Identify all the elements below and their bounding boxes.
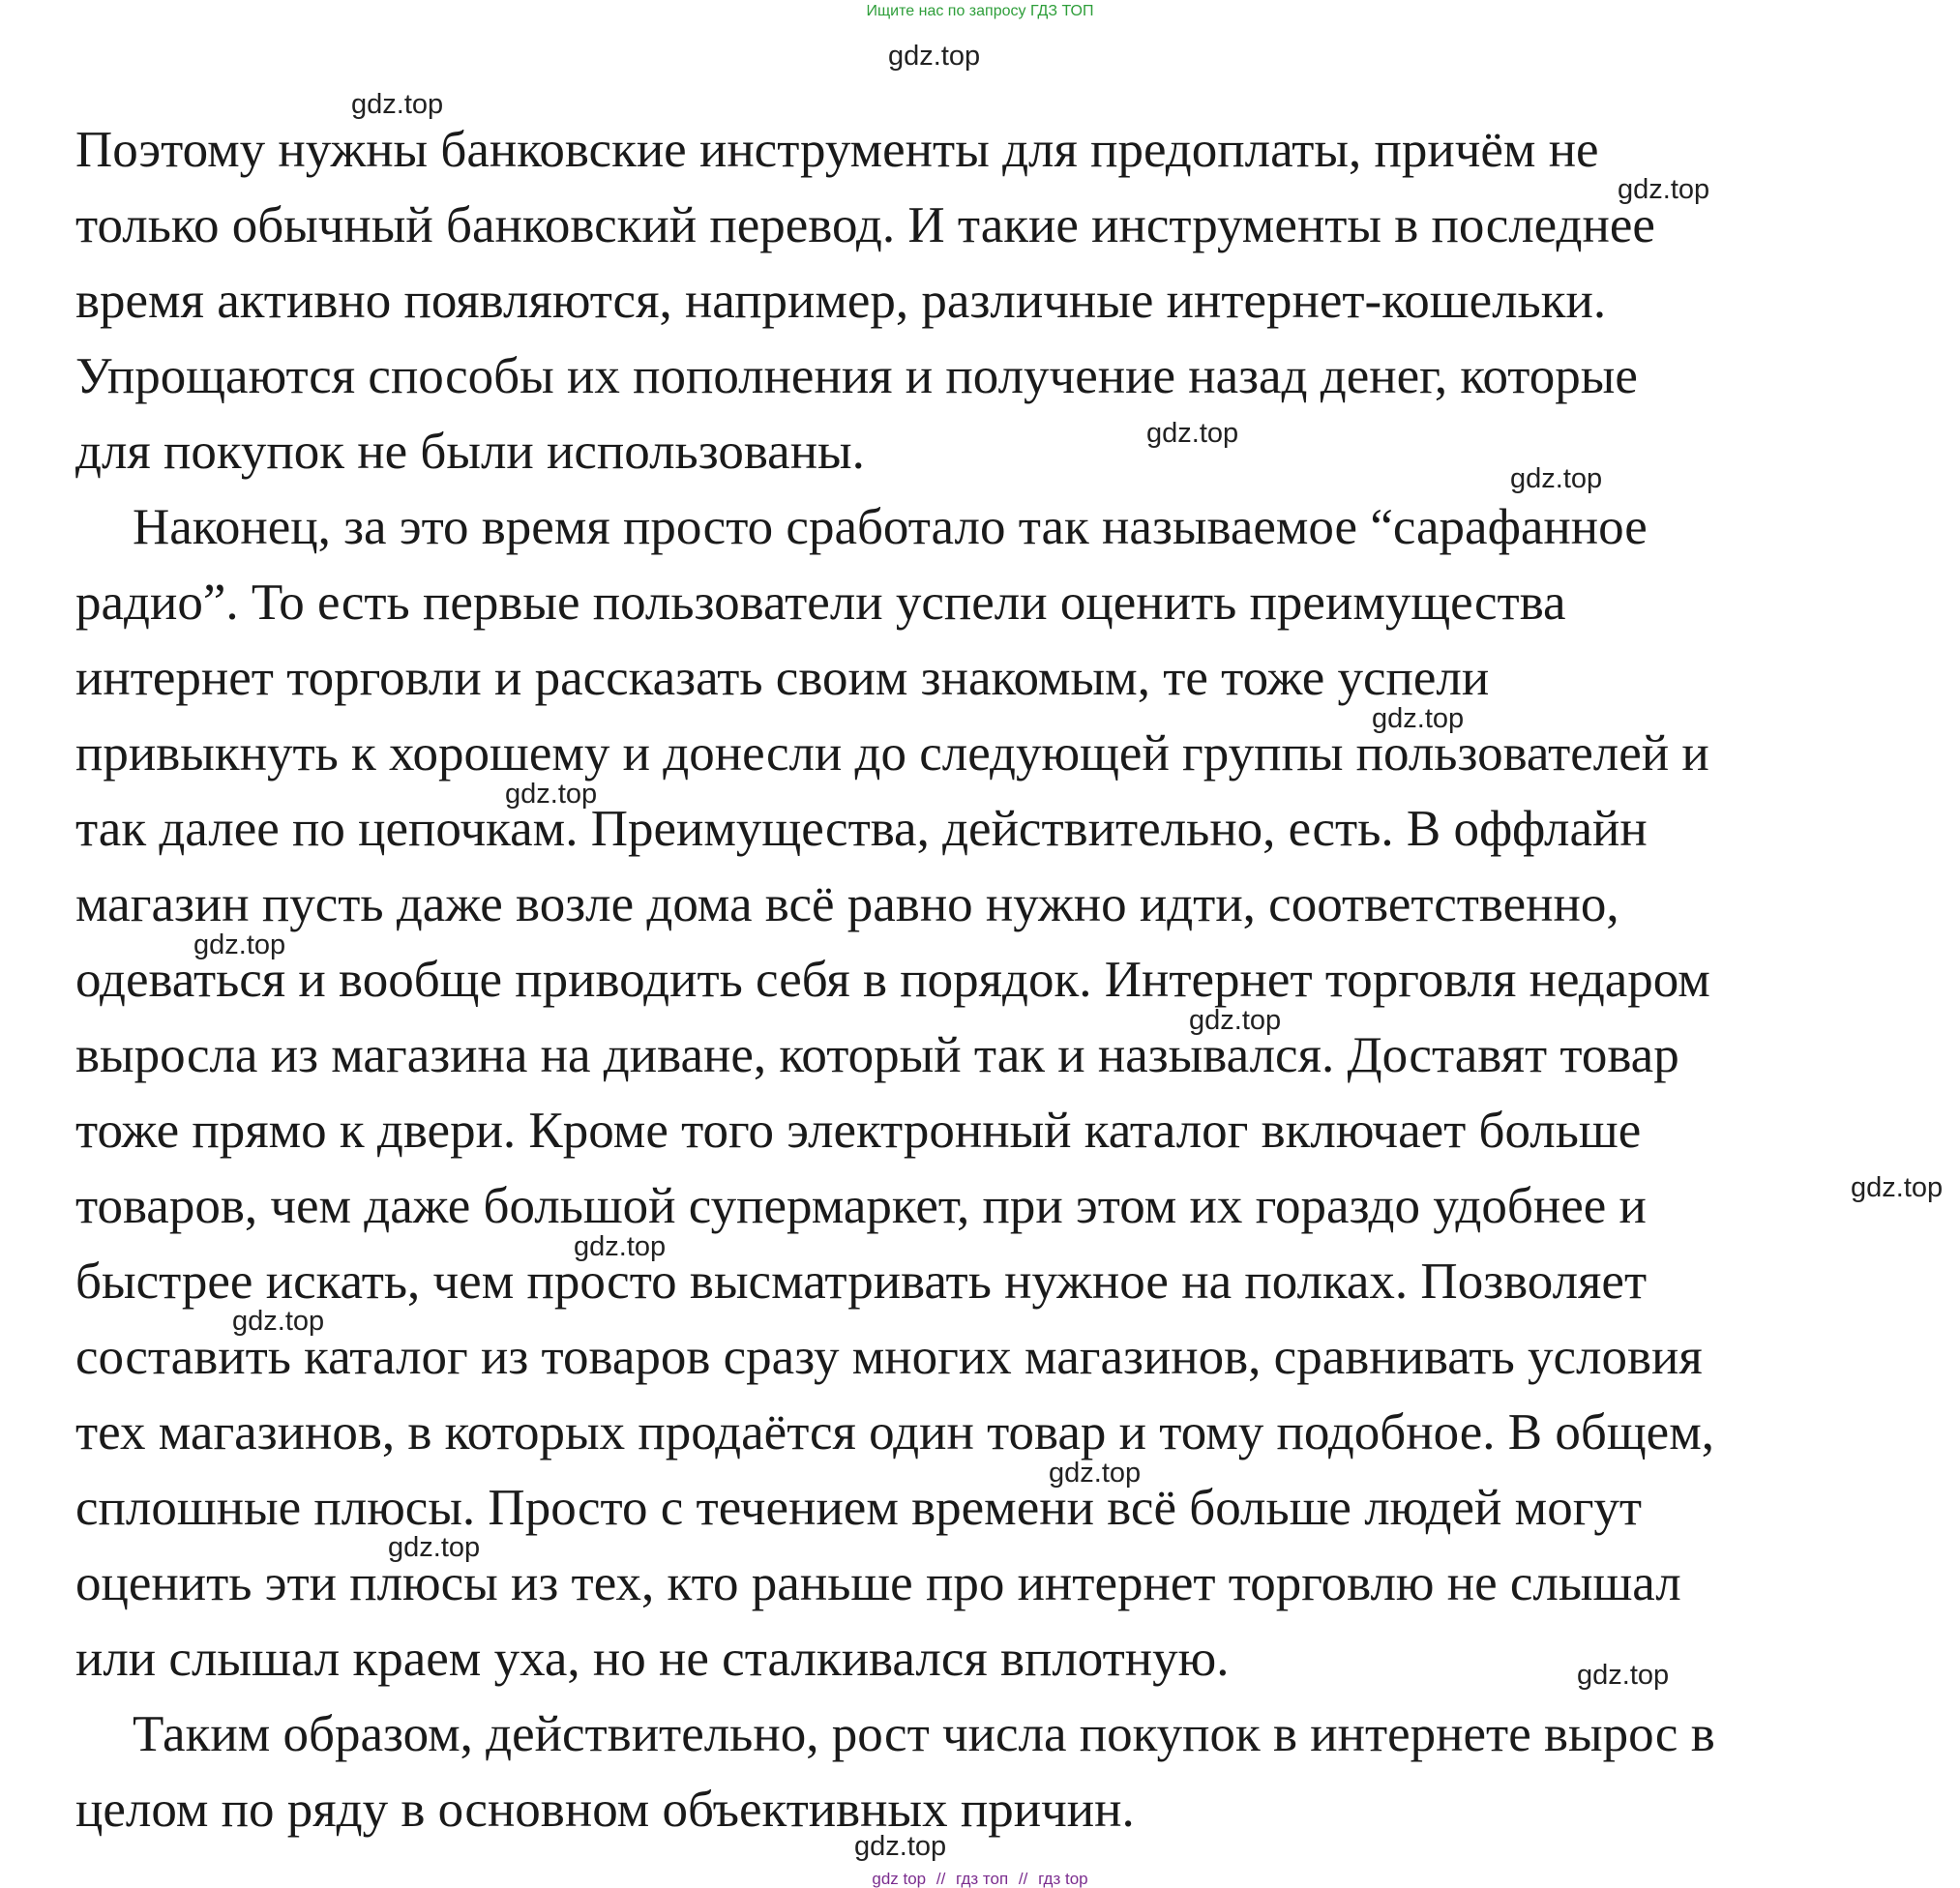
text-line: тех магазинов, в которых продаётся один товар и тому подобное. В общем,	[75, 1404, 1714, 1460]
watermark: gdz.top	[193, 929, 286, 960]
watermark: gdz.top	[1851, 1172, 1944, 1203]
footer-separator: //	[1018, 1870, 1028, 1888]
text-line: тоже прямо к двери. Кроме того электронный каталог включает больше	[75, 1103, 1642, 1159]
search-note: Ищите нас по запросу ГДЗ ТОП	[866, 3, 1094, 19]
text-line: сплошные плюсы. Просто с течением времени всё больше людей могут	[75, 1480, 1643, 1536]
watermark: gdz.top	[232, 1306, 325, 1337]
watermark: gdz.top	[1372, 703, 1465, 734]
text-line: для покупок не были использованы.	[75, 424, 865, 480]
watermark: gdz.top	[888, 41, 981, 72]
text-line: одеваться и вообще приводить себя в порядок. Интернет торговля недаром	[75, 952, 1710, 1008]
watermark: gdz.top	[1146, 418, 1239, 449]
footer-link[interactable]: гдз топ	[956, 1870, 1009, 1888]
watermark: gdz.top	[1189, 1005, 1282, 1036]
text-line: Наконец, за это время просто сработало так называемое “сарафанное	[133, 499, 1648, 555]
footer-link[interactable]: гдз top	[1038, 1870, 1088, 1888]
footer-links	[0, 1871, 1960, 1888]
text-line: время активно появляются, например, различные интернет-кошельки.	[75, 273, 1607, 329]
text-line: радио”. То есть первые пользователи успели оценить преимущества	[75, 575, 1566, 631]
text-line: или слышал краем уха, но не сталкивался вплотную.	[75, 1631, 1230, 1687]
footer-link[interactable]: gdz top	[872, 1870, 927, 1888]
text-line: товаров, чем даже большой супермаркет, при этом их гораздо удобнее и	[75, 1178, 1647, 1234]
watermark: gdz.top	[1577, 1660, 1670, 1691]
text-line: составить каталог из товаров сразу многих магазинов, сравнивать условия	[75, 1329, 1703, 1385]
watermark: gdz.top	[351, 89, 444, 120]
text-line: быстрее искать, чем просто высматривать нужное на полках. Позволяет	[75, 1254, 1648, 1310]
watermark: gdz.top	[1510, 463, 1603, 494]
text-line: привыкнуть к хорошему и донесли до следующей группы пользователей и	[75, 725, 1709, 782]
watermark: gdz.top	[574, 1231, 667, 1262]
text-line: Упрощаются способы их пополнения и получение назад денег, которые	[75, 348, 1638, 404]
watermark: gdz.top	[854, 1831, 947, 1862]
text-line: магазин пусть даже возле дома всё равно нужно идти, соответственно,	[75, 876, 1619, 932]
text-line: Таким образом, действительно, рост числа покупок в интернете вырос в	[133, 1706, 1715, 1762]
text-line: только обычный банковский перевод. И такие инструменты в последнее	[75, 197, 1655, 253]
text-line: оценить эти плюсы из тех, кто раньше про интернет торговлю не слышал	[75, 1555, 1681, 1611]
footer-separator: //	[935, 1870, 946, 1888]
watermark: gdz.top	[388, 1532, 481, 1563]
text-line: так далее по цепочкам. Преимущества, действительно, есть. В оффлайн	[75, 801, 1648, 857]
text-line: выросла из магазина на диване, который так и назывался. Доставят товар	[75, 1027, 1679, 1083]
watermark: gdz.top	[505, 779, 598, 810]
text-line: целом по ряду в основном объективных причин.	[75, 1782, 1135, 1838]
text-line: Поэтому нужны банковские инструменты для предоплаты, причём не	[75, 122, 1599, 178]
text-line: интернет торговли и рассказать своим знакомым, те тоже успели	[75, 650, 1490, 706]
watermark: gdz.top	[1049, 1458, 1142, 1489]
watermark: gdz.top	[1618, 174, 1710, 205]
